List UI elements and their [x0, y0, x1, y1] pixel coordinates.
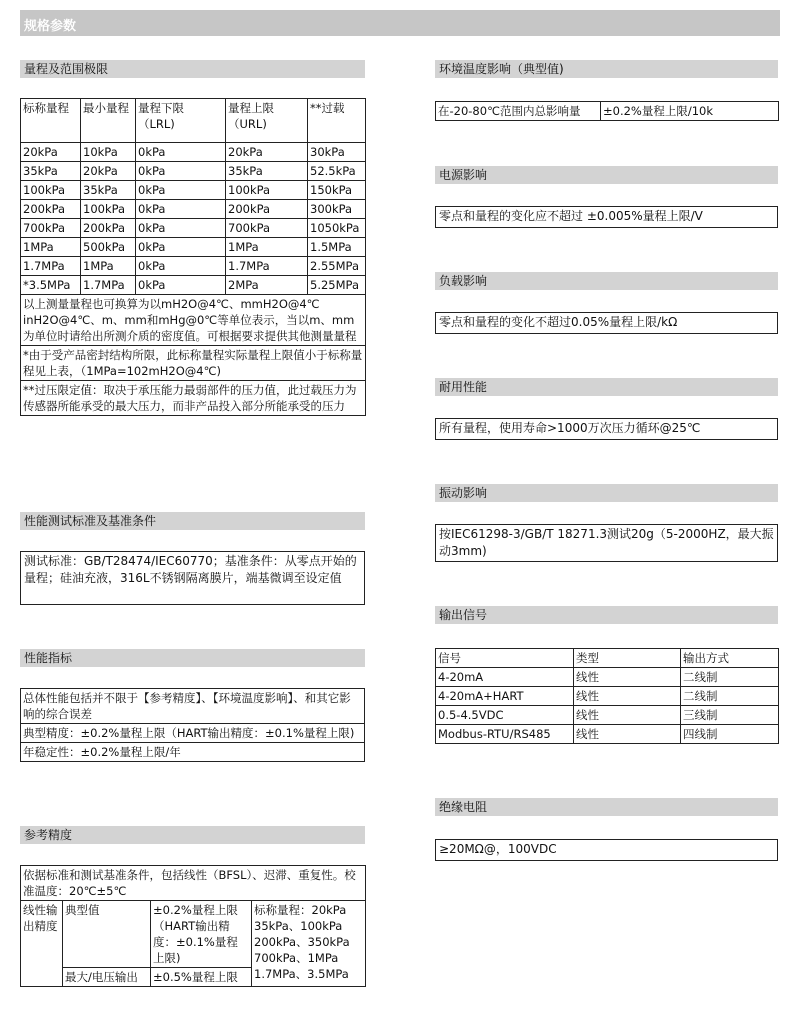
table-row [21, 143, 366, 162]
cell: 5.25MPa [308, 276, 366, 295]
durability-text: 所有量程，使用寿命>1000万次压力循环@25℃ [435, 418, 778, 440]
cell: 二线制 [681, 668, 779, 687]
insulation-text: ≥20MΩ@，100VDC [435, 839, 778, 861]
test-std-text: 测试标准：GB/T28474/IEC60770；基准条件：从零点开始的量程；硅油充液，316L不锈钢隔离膜片，端基微调至设定值 [20, 551, 365, 605]
cell: 20kPa [226, 143, 308, 162]
table-row [21, 238, 366, 257]
range-note-units: 以上测量量程也可换算为以mH2O@4℃、mmH2O@4℃ inH2O@4℃、m、mm和mHg@0℃等单位表示，当以m、mm为单位时请给出所测介质的密度值。可根据要求提供其他测量量程 [21, 295, 366, 346]
cell: 2.55MPa [308, 257, 366, 276]
insulation-section-header: 绝缘电阻 [435, 798, 778, 816]
cell: 700kPa [21, 219, 81, 238]
table-row [21, 866, 366, 901]
table-row [436, 706, 779, 725]
cell: 1.7MPa [226, 257, 308, 276]
table-row [436, 668, 779, 687]
load-section-header: 负载影响 [435, 272, 778, 290]
cell: 0kPa [136, 143, 226, 162]
ref-max-label: 最大/电压输出 [63, 968, 151, 987]
cell: 200kPa [21, 200, 81, 219]
cell: 52.5kPa [308, 162, 366, 181]
banner-title: 规格参数 [24, 19, 77, 34]
ref-max-value: ±0.5%量程上限 [151, 968, 252, 987]
perf-overall: 总体性能包括并不限于【参考精度】、【环境温度影响】、和其它影响的综合误差 [21, 689, 365, 724]
cell: 0kPa [136, 181, 226, 200]
cell: 20kPa [21, 143, 81, 162]
range-header-row [21, 99, 366, 143]
perf-stability: 年稳定性：±0.2%量程上限/年 [21, 743, 365, 762]
cell: 35kPa [21, 162, 81, 181]
table-row [436, 687, 779, 706]
ref-table [20, 865, 366, 987]
cell: 线性 [574, 687, 681, 706]
cell: 1MPa [81, 257, 136, 276]
cell: 200kPa [81, 219, 136, 238]
env-temp-table [435, 101, 779, 121]
vibration-section-header: 振动影响 [435, 484, 778, 502]
cell: 1MPa [21, 238, 81, 257]
perf-section-header: 性能指标 [20, 649, 365, 667]
power-text: 零点和量程的变化应不超过 ±0.005%量程上限/V [435, 206, 778, 228]
range-note-overload: **过压限定值：取决于承压能力最弱部件的压力值，此过载压力为传感器所能承受的最大压力，而非产品投入部分所能承受的压力 [21, 381, 366, 416]
cell: 三线制 [681, 706, 779, 725]
table-row [436, 102, 779, 121]
note-row [21, 381, 366, 416]
range-table [20, 98, 366, 416]
cell: 100kPa [226, 181, 308, 200]
perf-typical: 典型精度：±0.2%量程上限（HART输出精度：±0.1%量程上限) [21, 724, 365, 743]
cell: 10kPa [81, 143, 136, 162]
table-row [21, 901, 366, 968]
env-temp-value: ±0.2%量程上限/10k [601, 102, 779, 121]
cell: 300kPa [308, 200, 366, 219]
output-table [435, 648, 779, 744]
power-section-header: 电源影响 [435, 166, 778, 184]
cell: 0kPa [136, 162, 226, 181]
range-section-header: 量程及范围极限 [20, 60, 365, 78]
cell: 4-20mA+HART [436, 687, 574, 706]
header-cell: 类型 [574, 649, 681, 668]
note-row [21, 346, 366, 381]
cell: 4-20mA [436, 668, 574, 687]
table-row [21, 724, 365, 743]
cell: 0kPa [136, 276, 226, 295]
ref-section-header: 参考精度 [20, 826, 365, 844]
cell: 二线制 [681, 687, 779, 706]
cell: 线性 [574, 706, 681, 725]
cell: 700kPa [226, 219, 308, 238]
cell: 0kPa [136, 200, 226, 219]
range-note-limit: *由于受产品密封结构所限，此标称量程实际量程上限值小于标称量程见上表，（1MPa=102mH2O@4℃) [21, 346, 366, 381]
env-temp-section-header: 环境温度影响（典型值) [435, 60, 778, 78]
cell: 1.5MPa [308, 238, 366, 257]
header-cell: **过载 [308, 99, 366, 143]
cell: 100kPa [81, 200, 136, 219]
cell: 150kPa [308, 181, 366, 200]
env-temp-label: 在-20-80℃范围内总影响量 [436, 102, 601, 121]
cell: 0.5-4.5VDC [436, 706, 574, 725]
cell: 2MPa [226, 276, 308, 295]
test-std-section-header: 性能测试标准及基准条件 [20, 512, 365, 530]
header-cell: 输出方式 [681, 649, 779, 668]
cell: 线性 [574, 725, 681, 744]
spec-banner [20, 10, 780, 36]
ref-ranges: 标称量程：20kPa 35kPa、100kPa 200kPa、350kPa 700kPa、1MPa 1.7MPa、3.5MPa [252, 901, 366, 987]
output-header-row [436, 649, 779, 668]
perf-table [20, 688, 365, 762]
cell: 20kPa [81, 162, 136, 181]
table-row [21, 162, 366, 181]
ref-label: 线性输出精度 [21, 901, 63, 987]
ref-typical-label: 典型值 [63, 901, 151, 968]
cell: 35kPa [226, 162, 308, 181]
cell: 1.7MPa [21, 257, 81, 276]
header-cell: 最小量程 [81, 99, 136, 143]
cell: 200kPa [226, 200, 308, 219]
load-text: 零点和量程的变化不超过0.05%量程上限/kΩ [435, 312, 778, 334]
cell: 35kPa [81, 181, 136, 200]
durability-section-header: 耐用性能 [435, 378, 778, 396]
cell: 500kPa [81, 238, 136, 257]
ref-intro: 依据标准和测试基准条件，包括线性（BFSL）、迟滞、重复性。校准温度：20℃±5℃ [21, 866, 366, 901]
table-row [21, 689, 365, 724]
table-row [21, 276, 366, 295]
note-row [21, 295, 366, 346]
output-section-header: 输出信号 [435, 606, 778, 624]
cell: 1.7MPa [81, 276, 136, 295]
table-row [21, 257, 366, 276]
table-row [436, 725, 779, 744]
cell: 0kPa [136, 238, 226, 257]
header-cell: 标称量程 [21, 99, 81, 143]
ref-typical-value: ±0.2%量程上限（HART输出精度：±0.1%量程上限) [151, 901, 252, 968]
cell: 30kPa [308, 143, 366, 162]
cell: 1MPa [226, 238, 308, 257]
table-row [21, 200, 366, 219]
cell: 1050kPa [308, 219, 366, 238]
cell: Modbus-RTU/RS485 [436, 725, 574, 744]
header-cell: 量程下限 （LRL) [136, 99, 226, 143]
cell: *3.5MPa [21, 276, 81, 295]
cell: 100kPa [21, 181, 81, 200]
vibration-text: 按IEC61298-3/GB/T 18271.3测试20g（5-2000HZ，最大振动3mm) [435, 524, 778, 562]
table-row [21, 219, 366, 238]
cell: 0kPa [136, 257, 226, 276]
table-row [21, 181, 366, 200]
table-row [21, 743, 365, 762]
header-cell: 量程上限 （URL) [226, 99, 308, 143]
cell: 四线制 [681, 725, 779, 744]
cell: 线性 [574, 668, 681, 687]
header-cell: 信号 [436, 649, 574, 668]
cell: 0kPa [136, 219, 226, 238]
